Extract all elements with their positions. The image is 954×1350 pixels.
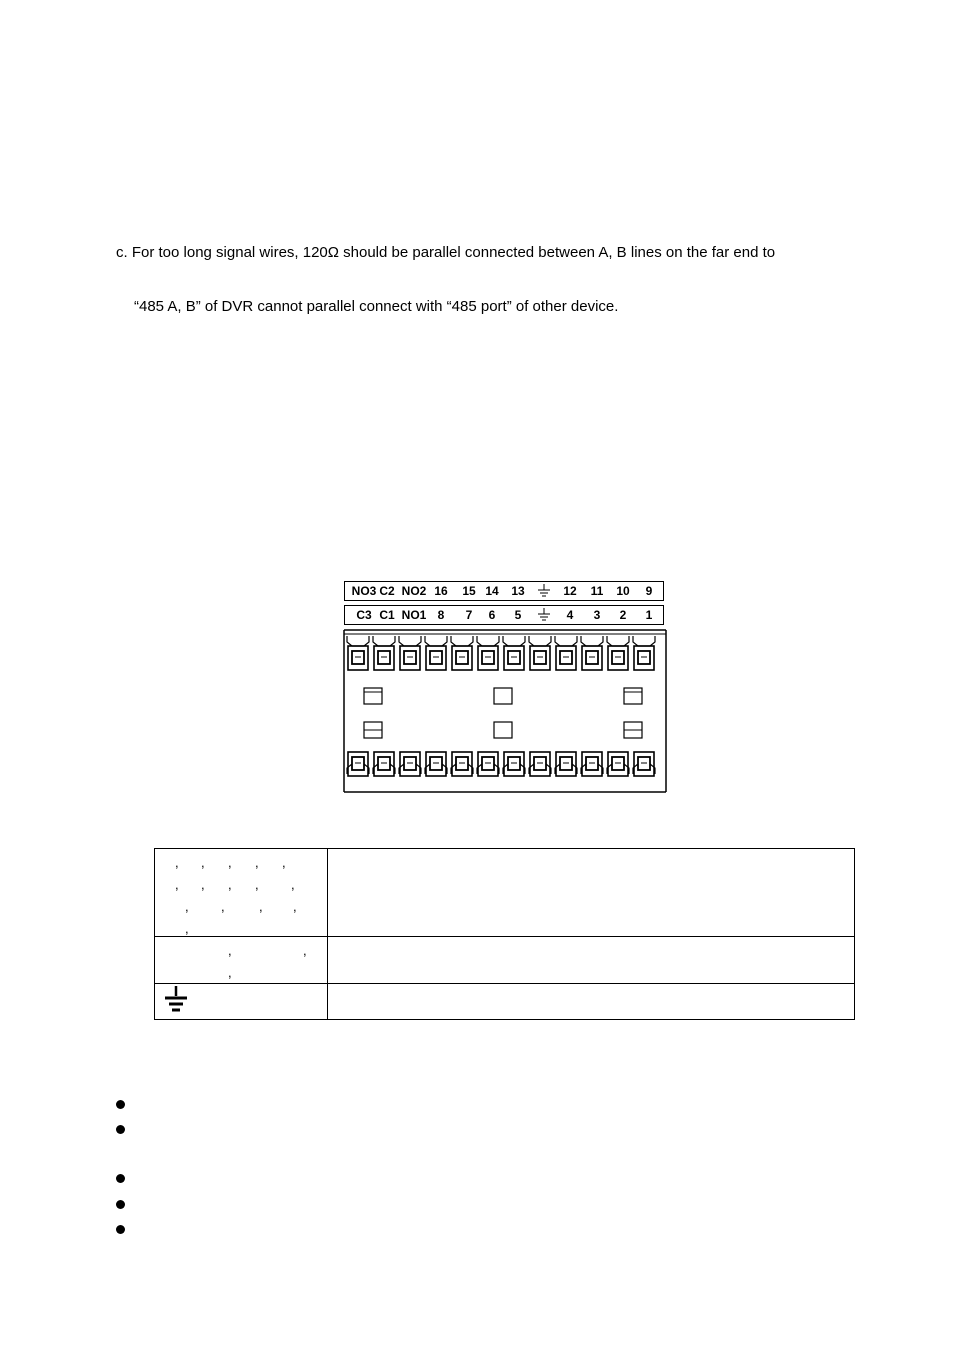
terminal-label: 7 bbox=[465, 608, 473, 622]
terminal-label: 9 bbox=[645, 584, 653, 598]
terminal-label-row-top bbox=[344, 581, 664, 601]
ground-icon bbox=[163, 986, 189, 1014]
comma-text: , bbox=[293, 899, 297, 914]
comma-text: , bbox=[201, 877, 205, 892]
comma-text: , bbox=[185, 899, 189, 914]
terminal-label: NO1 bbox=[401, 608, 427, 622]
screw-terminals-bottom bbox=[347, 752, 655, 776]
latch-slot bbox=[364, 688, 382, 704]
screw-terminal bbox=[399, 752, 421, 776]
table-row bbox=[155, 937, 855, 984]
screw-terminal bbox=[503, 636, 525, 670]
terminal-label: 13 bbox=[511, 584, 525, 598]
table-cell-ground bbox=[155, 984, 328, 1020]
screw-terminal bbox=[373, 752, 395, 776]
screw-terminal bbox=[607, 752, 629, 776]
bullet-point bbox=[116, 1200, 125, 1209]
terminal-label: 14 bbox=[485, 584, 499, 598]
comma-text: , bbox=[228, 855, 232, 870]
terminal-description-table bbox=[154, 848, 855, 1020]
screw-terminal bbox=[555, 752, 577, 776]
bullet-point bbox=[116, 1125, 125, 1134]
screw-terminals-top bbox=[347, 636, 655, 670]
table-cell-description bbox=[328, 937, 855, 984]
comma-text: , bbox=[175, 855, 179, 870]
screw-terminal bbox=[373, 636, 395, 670]
terminal-block-drawing bbox=[340, 628, 670, 794]
terminal-label: C3 bbox=[356, 608, 372, 622]
comma-text: , bbox=[303, 943, 307, 958]
bullet-point bbox=[116, 1100, 125, 1109]
screw-terminal bbox=[607, 636, 629, 670]
terminal-label: 4 bbox=[566, 608, 574, 622]
terminal-label: 6 bbox=[488, 608, 496, 622]
terminal-label: 2 bbox=[619, 608, 627, 622]
terminal-label: 8 bbox=[437, 608, 445, 622]
bullet-point bbox=[116, 1174, 125, 1183]
alarm-terminal-panel bbox=[340, 578, 670, 794]
paragraph-line-1: c. For too long signal wires, 120Ω should be parallel connected between A, B lines on the far end to bbox=[116, 244, 776, 261]
screw-terminal bbox=[477, 636, 499, 670]
screw-terminal bbox=[425, 752, 447, 776]
screw-terminal bbox=[451, 636, 473, 670]
comma-text: , bbox=[201, 855, 205, 870]
terminal-label: 5 bbox=[514, 608, 522, 622]
comma-text: , bbox=[228, 943, 232, 958]
terminal-label: 1 bbox=[645, 608, 653, 622]
terminal-label: C1 bbox=[379, 608, 395, 622]
screw-terminal bbox=[503, 752, 525, 776]
terminal-label: C2 bbox=[379, 584, 395, 598]
comma-text: , bbox=[221, 899, 225, 914]
terminal-label: 10 bbox=[616, 584, 630, 598]
terminal-label-row-bottom bbox=[344, 605, 664, 625]
screw-terminal bbox=[451, 752, 473, 776]
screw-terminal bbox=[347, 636, 369, 670]
terminal-label: NO3 bbox=[351, 584, 377, 598]
screw-terminal bbox=[581, 636, 603, 670]
comma-text: , bbox=[175, 877, 179, 892]
ground-icon bbox=[537, 608, 551, 622]
table-row bbox=[155, 984, 855, 1020]
terminal-label: NO2 bbox=[401, 584, 427, 598]
comma-text: , bbox=[291, 877, 295, 892]
comma-text: , bbox=[228, 877, 232, 892]
table-row bbox=[155, 849, 855, 937]
terminal-label: 16 bbox=[434, 584, 448, 598]
paragraph-line-2: “485 A, B” of DVR cannot parallel connect with “485 port” of other device. bbox=[134, 298, 619, 315]
latch-slot bbox=[494, 688, 512, 704]
terminal-label: 12 bbox=[563, 584, 577, 598]
screw-terminal bbox=[529, 752, 551, 776]
comma-text: , bbox=[282, 855, 286, 870]
screw-terminal bbox=[399, 636, 421, 670]
comma-text: , bbox=[185, 921, 189, 936]
comma-text: , bbox=[255, 855, 259, 870]
screw-terminal bbox=[555, 636, 577, 670]
terminal-label: 3 bbox=[593, 608, 601, 622]
ground-icon bbox=[537, 584, 551, 598]
bullet-point bbox=[116, 1225, 125, 1234]
terminal-label: 15 bbox=[462, 584, 476, 598]
table-cell-terminals bbox=[155, 849, 328, 937]
screw-terminal bbox=[581, 752, 603, 776]
latch-slot bbox=[494, 722, 512, 738]
screw-terminal bbox=[529, 636, 551, 670]
latch-slot bbox=[624, 688, 642, 704]
comma-text: , bbox=[255, 877, 259, 892]
screw-terminal bbox=[477, 752, 499, 776]
table-cell-terminals bbox=[155, 937, 328, 984]
screw-terminal bbox=[633, 752, 655, 776]
comma-text: , bbox=[259, 899, 263, 914]
screw-terminal bbox=[425, 636, 447, 670]
screw-terminal bbox=[633, 636, 655, 670]
table-cell-description bbox=[328, 849, 855, 937]
terminal-label: 11 bbox=[590, 584, 604, 598]
table-cell-description bbox=[328, 984, 855, 1020]
screw-terminal bbox=[347, 752, 369, 776]
comma-text: , bbox=[228, 965, 232, 980]
